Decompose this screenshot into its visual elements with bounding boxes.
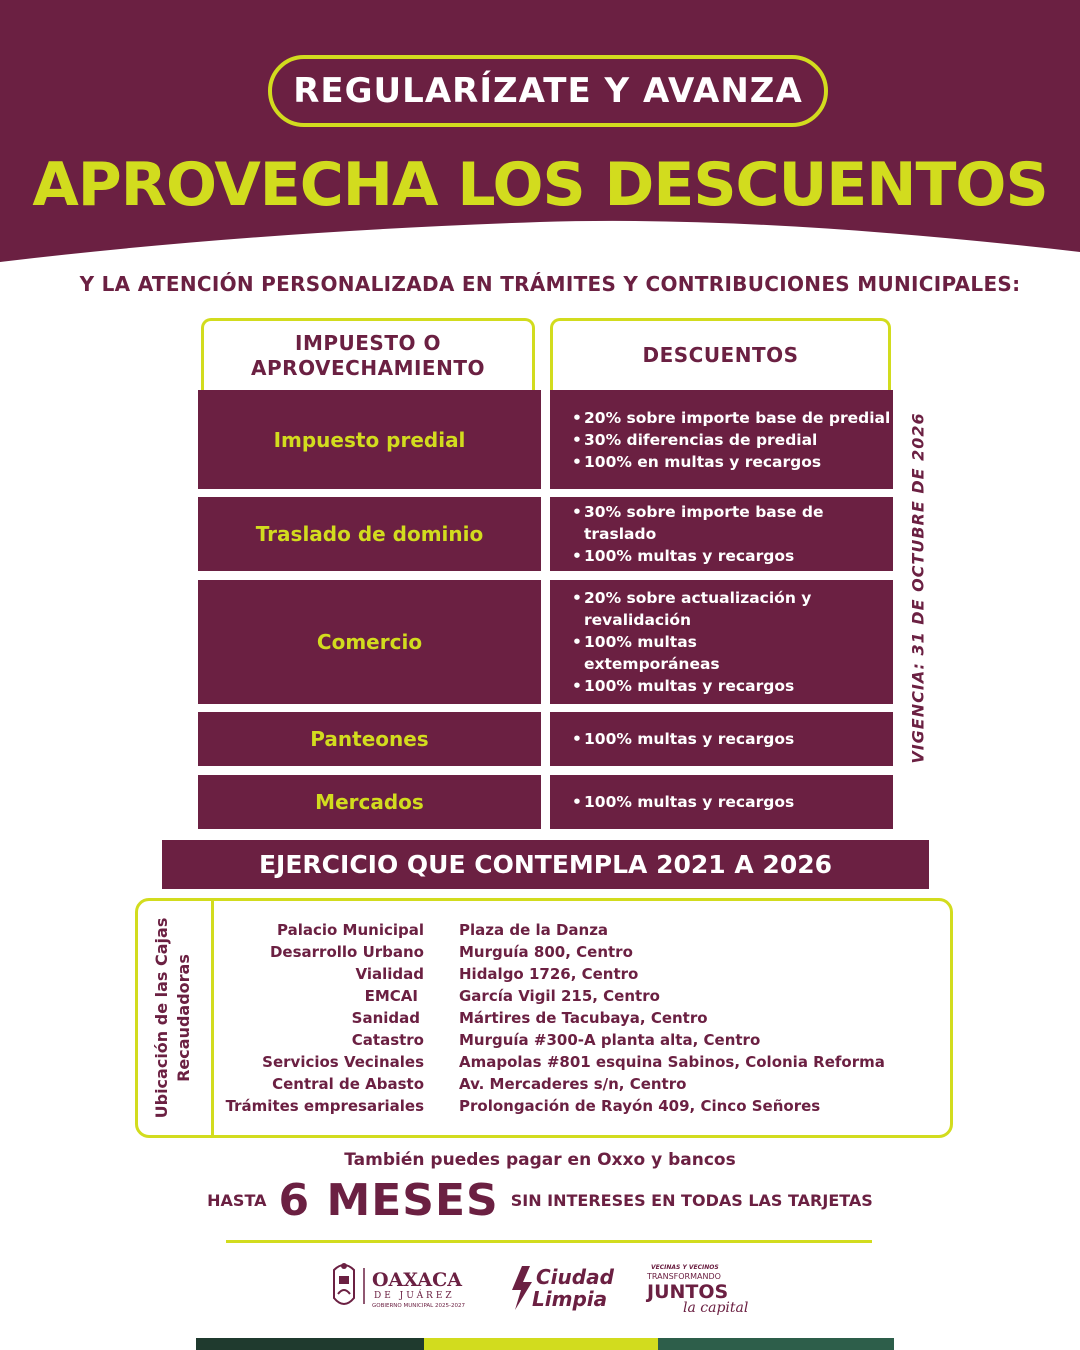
discount-item: • 100% multas y recargos [572,545,893,567]
table-row-discounts [550,497,893,571]
footer-stripe-accent [424,1338,658,1350]
footer-stripe-dark [196,1338,424,1350]
msi-promo [0,1175,1080,1226]
category-label: Comercio [316,630,423,654]
juntos-sub: la capital [683,1300,749,1316]
table-row-category [198,390,541,489]
location-address: Mártires de Tacubaya, Centro [459,1009,708,1027]
footer-stripe-teal [658,1338,894,1350]
hasta-label: HASTA [207,1191,267,1210]
discount-item: • 100% multas extemporáneas [572,631,833,675]
location-row [218,1031,918,1053]
header-background [0,0,1080,270]
table-row-category [198,775,541,829]
ciudad-limpia-logo [508,1262,623,1314]
location-row [218,1053,918,1075]
ejercicio-banner [162,840,929,889]
locations-title [151,918,195,1119]
locations-title-line2: Recaudadoras [174,954,193,1082]
meses-label: 6 MESES [278,1175,499,1226]
category-label: Mercados [315,790,424,814]
table-row-category [198,497,541,571]
column-header-tax [201,318,535,390]
location-name: Vialidad [355,965,424,983]
table-row-category [198,712,541,766]
location-address: García Vigil 215, Centro [459,987,660,1005]
location-row [218,921,918,943]
juntos-logo [645,1260,765,1318]
category-label: Impuesto predial [273,427,466,452]
location-row [218,1075,918,1097]
location-row [218,987,918,1009]
oaxaca-sub: DE JUÁREZ [374,1291,455,1301]
table-row-discounts [550,580,893,704]
location-address: Murguía #300-A planta alta, Centro [459,1031,761,1049]
location-name: Catastro [351,1031,424,1049]
location-row [218,1097,918,1119]
location-address: Av. Mercaderes s/n, Centro [459,1075,687,1093]
location-name: Servicios Vecinales [262,1053,424,1071]
discount-item: • 30% diferencias de predial [572,429,893,451]
column-header-tax-label: IMPUESTO O APROVECHAMIENTO [251,330,485,380]
location-name: Central de Abasto [272,1075,424,1093]
discount-item: • 100% multas y recargos [572,791,893,813]
location-address: Murguía 800, Centro [459,943,633,961]
locations-title-line1: Ubicación de las Cajas [152,917,171,1119]
location-address: Prolongación de Rayón 409, Cinco Señores [459,1097,821,1115]
juntos-top2: TRANSFORMANDO [647,1272,721,1281]
oxxo-note: También puedes pagar en Oxxo y bancos [344,1150,736,1170]
category-label: Traslado de dominio [255,522,484,546]
discount-item: • 100% multas y recargos [572,728,893,750]
footer-separator [226,1240,872,1243]
lightning-icon [512,1266,532,1310]
discount-item: • 30% sobre importe base de traslado [572,501,893,545]
location-address: Hidalgo 1726, Centro [459,965,639,983]
oaxaca-period: GOBIERNO MUNICIPAL 2025-2027 [372,1303,465,1309]
location-name: Trámites empresariales [225,1097,424,1115]
header-pill [268,55,828,127]
discount-item: • 100% en multas y recargos [572,451,893,473]
page-subtitle: Y LA ATENCIÓN PERSONALIZADA EN TRÁMITES Y CONTRIBUCIONES MUNICIPALES: [79,272,1021,296]
oaxaca-logo [330,1258,480,1318]
ejercicio-text: EJERCICIO QUE CONTEMPLA 2021 A 2026 [258,850,833,879]
column-header-discounts [550,318,891,390]
limpia-text: Limpia [532,1287,608,1311]
oaxaca-crest-icon [334,1263,354,1304]
locations-divider [211,898,214,1138]
juntos-text: JUNTOS [647,1281,729,1303]
discount-item: • 20% sobre actualización y revalidación [572,587,833,631]
page-title: APROVECHA LOS DESCUENTOS [32,150,1048,220]
table-row-discounts [550,390,893,489]
pill-text: REGULARÍZATE Y AVANZA [293,71,803,111]
location-name: Desarrollo Urbano [269,943,424,961]
discount-item: • 100% multas y recargos [572,675,833,697]
oaxaca-name: OAXACA [372,1269,462,1291]
location-name: Palacio Municipal [277,921,424,939]
table-row-discounts [550,775,893,829]
location-row [218,943,918,965]
location-name: Sanidad [351,1009,420,1027]
ciudad-text: Ciudad [536,1265,614,1289]
table-row-discounts [550,712,893,766]
location-row [218,965,918,987]
location-name: EMCAI [364,987,418,1005]
location-address: Plaza de la Danza [459,921,609,939]
table-row-category [198,580,541,704]
discount-item: • 20% sobre importe base de predial [572,407,893,429]
category-label: Panteones [310,727,429,751]
location-address: Amapolas #801 esquina Sabinos, Colonia Reforma [459,1053,885,1071]
juntos-top1: VECINAS Y VECINOS [651,1264,719,1271]
column-header-discounts-label: DESCUENTOS [642,343,799,367]
vigencia-label: VIGENCIA: 31 DE OCTUBRE DE 2026 [908,412,928,764]
location-row [218,1009,918,1031]
sin-intereses-label: SIN INTERESES EN TODAS LAS TARJETAS [510,1191,873,1210]
